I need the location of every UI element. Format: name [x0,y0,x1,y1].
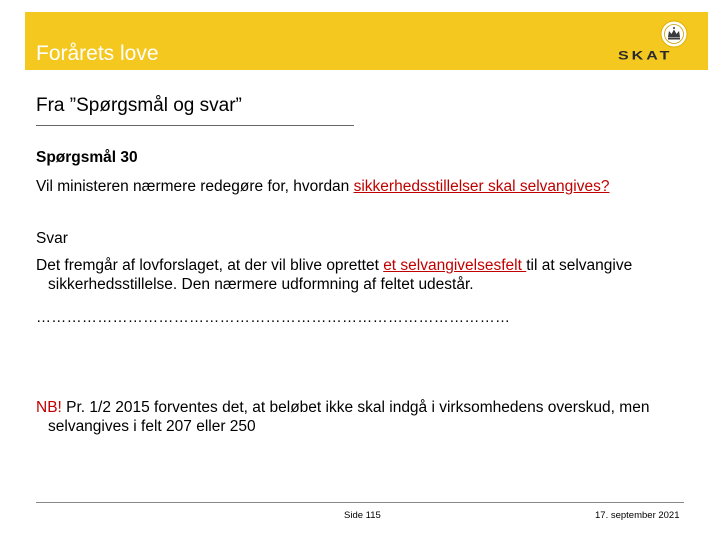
header-banner [25,12,708,70]
answer-text-rest: til at selvangive sikkerhedsstillelse. Den nærmere udformning af feltet udestår. [48,257,633,293]
logo-text: SKAT [618,50,673,63]
dotted-separator: ………………………………………………………………………………… [36,309,511,326]
slide-title: Forårets love [36,42,159,65]
note-label: NB! [36,399,62,416]
skat-logo [612,20,686,66]
footer-date: 17. september 2021 [595,510,680,521]
answer-text-plain: Det fremgår af lovforslaget, at der vil blive oprettet [36,257,384,274]
answer-highlight: et selvangivelsesfelt [383,257,527,274]
subtitle-divider [36,125,354,126]
note-text [36,398,708,436]
crown-emblem-icon [660,20,688,48]
footer-divider [36,502,684,503]
answer-text [36,256,708,294]
question-highlight: sikkerhedsstillelser skal selvangives? [353,178,610,195]
page-number: Side 115 [344,510,381,521]
question-heading: Spørgsmål 30 [36,149,138,166]
note-body: Pr. 1/2 2015 forventes det, at beløbet ikke skal indgå i virksomhedens overskud, men selvangives i felt 207 eller 250 [48,399,650,435]
section-subtitle: Fra ”Spørgsmål og svar” [36,95,242,116]
question-text-plain: Vil ministeren nærmere redegøre for, hvordan [36,178,354,195]
question-text [36,177,708,196]
answer-heading: Svar [36,230,68,247]
